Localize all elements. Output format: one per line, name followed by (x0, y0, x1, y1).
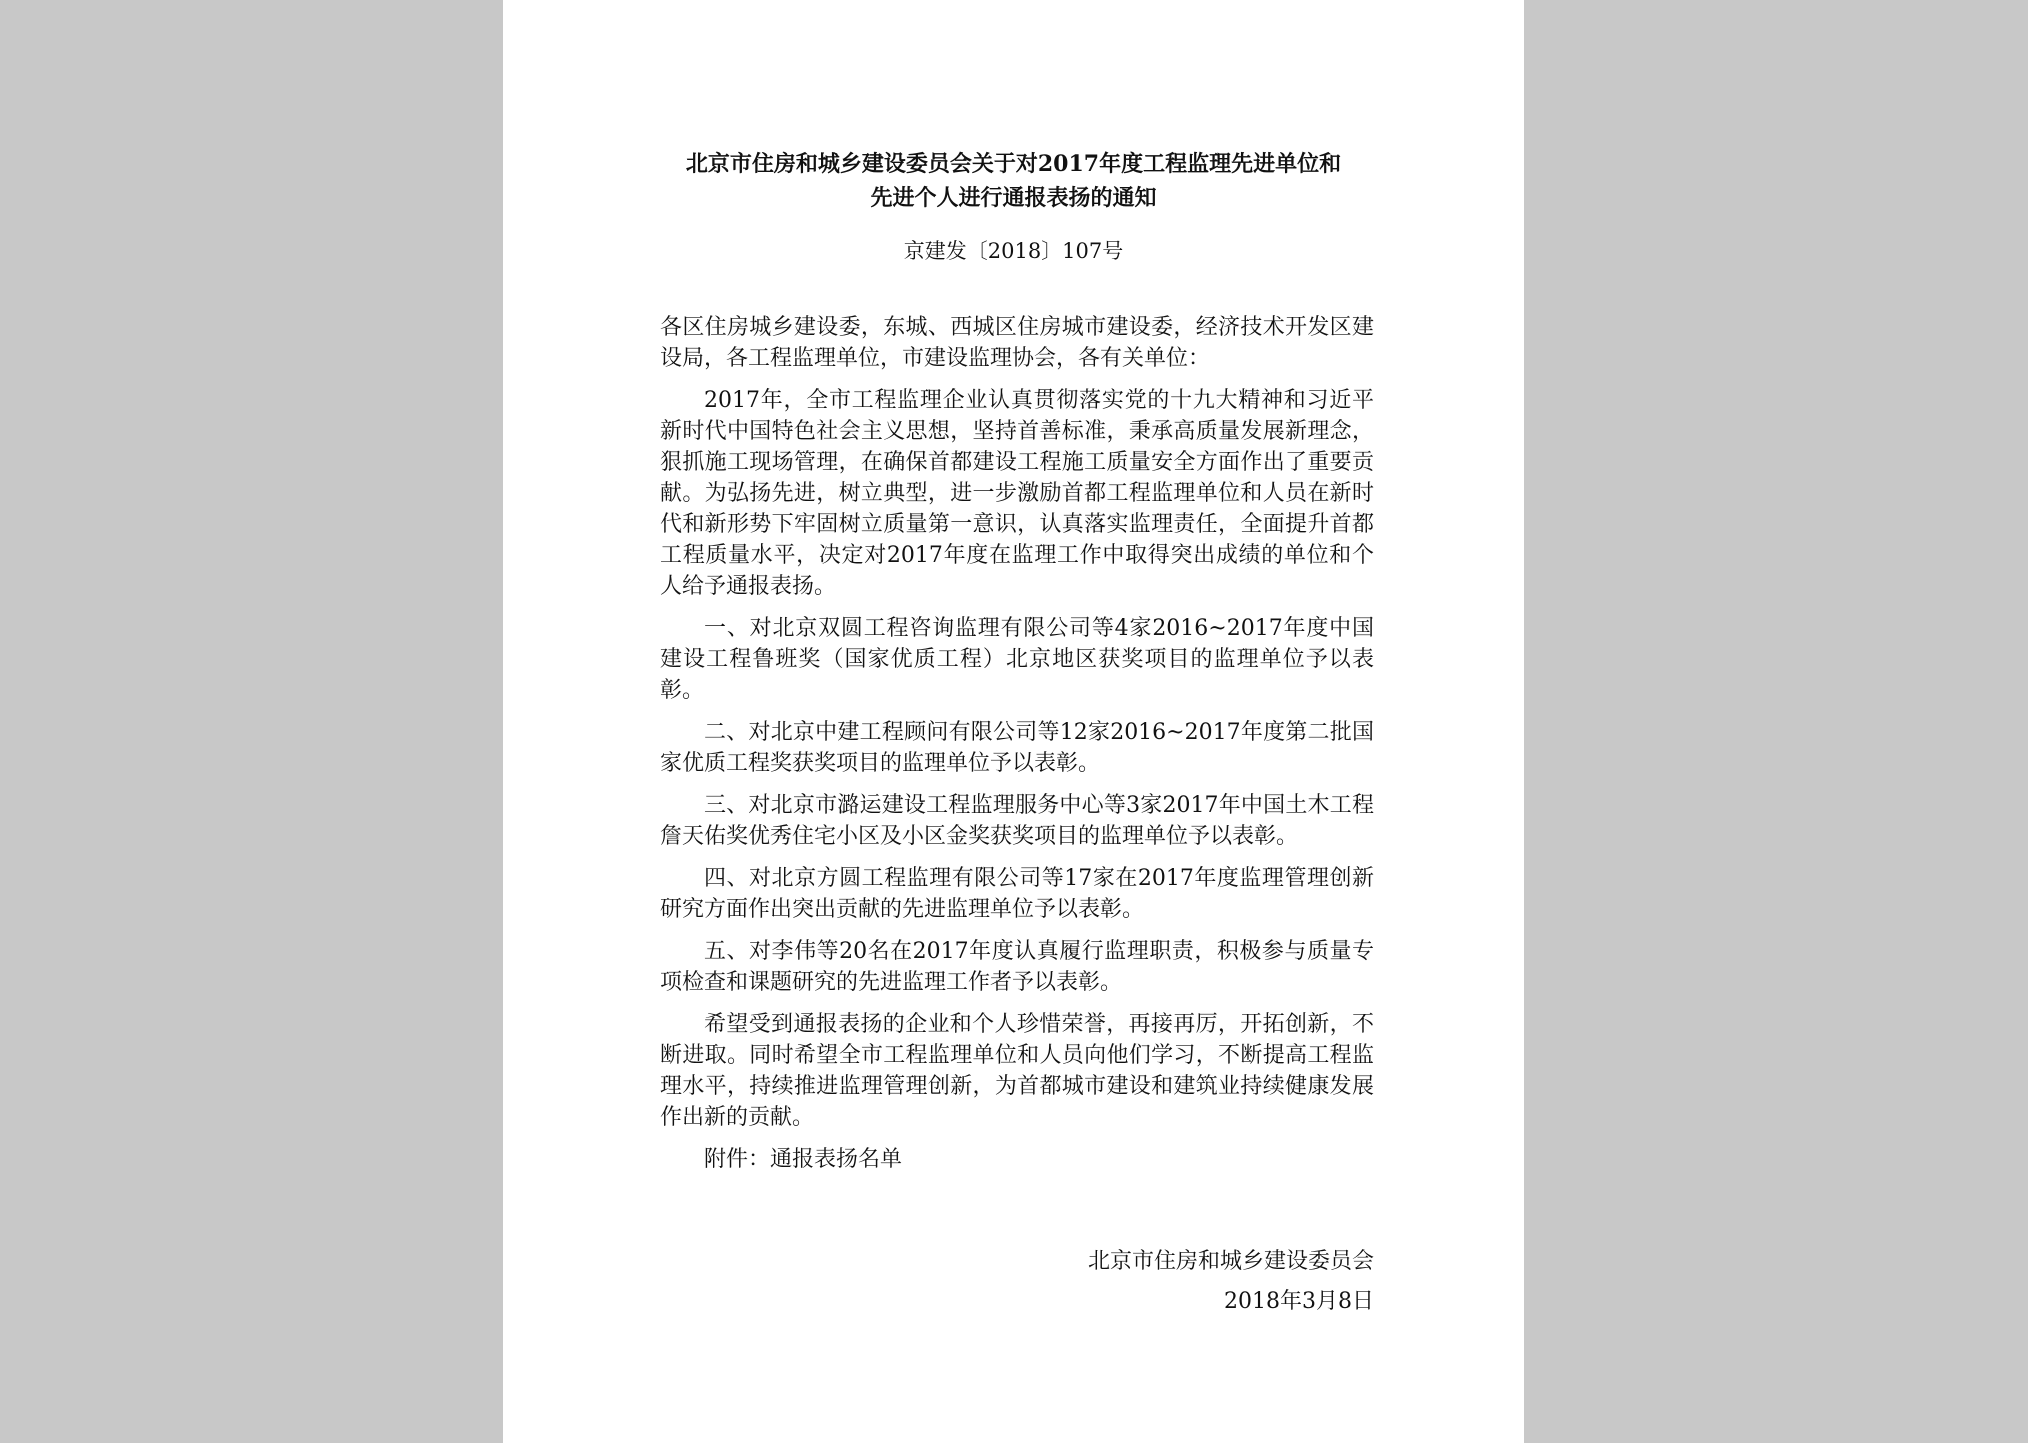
attachment-note: 附件：通报表扬名单 (704, 1147, 903, 1172)
paragraph-item-5: 五、对李伟等20名在2017年度认真履行监理职责，积极参与质量专项检查和课题研究的先进监理工作者予以表彰。 (660, 939, 1375, 995)
document-page (503, 0, 1524, 1443)
signature-date: 2018年3月8日 (1224, 1289, 1374, 1314)
document-body (660, 312, 1374, 1186)
title-line-2: 先进个人进行通报表扬的通知 (870, 185, 1157, 211)
paragraph-item-4: 四、对北京方圆工程监理有限公司等17家在2017年度监理管理创新研究方面作出突出贡献的先进监理单位予以表彰。 (660, 866, 1375, 922)
paragraph-closing: 希望受到通报表扬的企业和个人珍惜荣誉，再接再厉，开拓创新，不断进取。同时希望全市工程监理单位和人员向他们学习，不断提高工程监理水平，持续推进监理管理创新，为首都城市建设和建筑业持续健康发展作出新的贡献。 (660, 1012, 1374, 1130)
paragraph-intro: 2017年，全市工程监理企业认真贯彻落实党的十九大精神和习近平新时代中国特色社会主义思想，坚持首善标准，秉承高质量发展新理念，狠抓施工现场管理，在确保首都建设工程施工质量安全方面作出了重要贡献。为弘扬先进，树立典型，进一步激励首都工程监理单位和人员在新时代和新形势下牢固树立质量第一意识，认真落实监理责任，全面提升首都工程质量水平，决定对2017年度在监理工作中取得突出成绩的单位和个人给予通报表扬。 (660, 388, 1374, 599)
salutation: 各区住房城乡建设委，东城、西城区住房城市建设委，经济技术开发区建设局，各工程监理单位，市建设监理协会，各有关单位： (660, 315, 1374, 371)
document-number: 京建发〔2018〕107号 (903, 239, 1124, 263)
signature-org: 北京市住房和城乡建设委员会 (1087, 1249, 1374, 1274)
paragraph-item-1: 一、对北京双圆工程咨询监理有限公司等4家2016~2017年度中国建设工程鲁班奖（国家优质工程）北京地区获奖项目的监理单位予以表彰。 (660, 616, 1374, 703)
paragraph-item-2: 二、对北京中建工程顾问有限公司等12家2016~2017年度第二批国家优质工程奖获奖项目的监理单位予以表彰。 (660, 720, 1374, 776)
title-line-1: 北京市住房和城乡建设委员会关于对2017年度工程监理先进单位和 (685, 151, 1342, 177)
signature-block (1088, 1242, 1374, 1322)
paragraph-item-3: 三、对北京市潞运建设工程监理服务中心等3家2017年中国土木工程詹天佑奖优秀住宅小区及小区金奖获奖项目的监理单位予以表彰。 (660, 793, 1374, 849)
document-title (543, 147, 1484, 215)
